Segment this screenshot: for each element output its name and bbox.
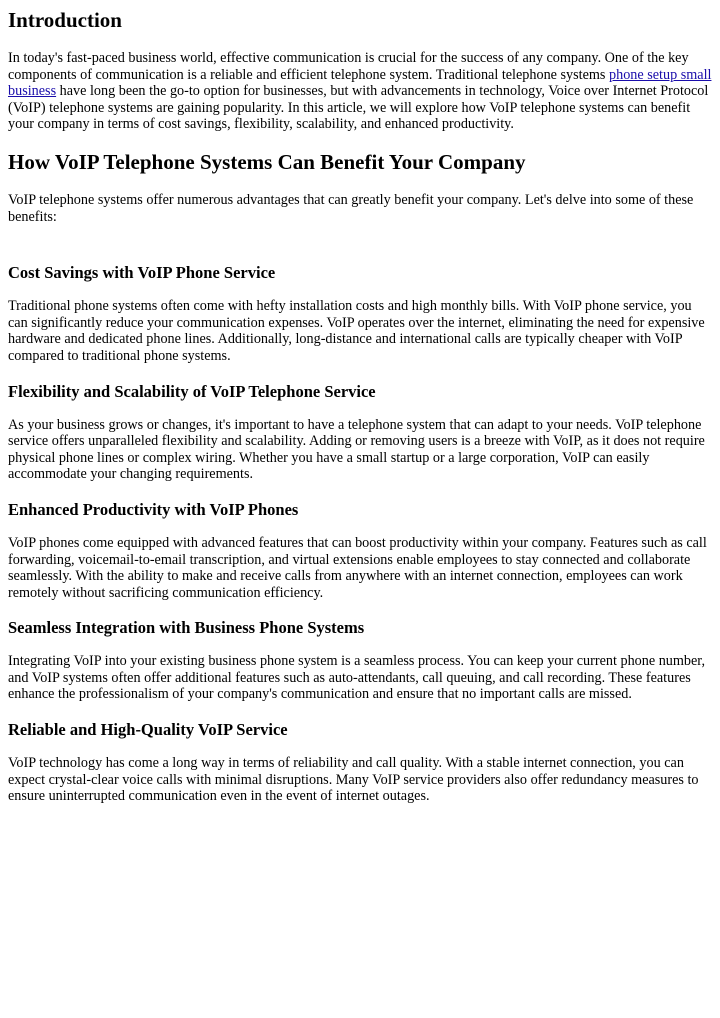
benefits-heading: How VoIP Telephone Systems Can Benefit Your Company <box>8 149 526 174</box>
intro-text-before-link: In today's fast-paced business world, effective communication is crucial for the success of any company. One of the key components of communication is a reliable and efficient telephone system. Traditional telephone systems <box>8 50 689 83</box>
section-body-productivity: VoIP phones come equipped with advanced features that can boost productivity within your company. Features such as call forwarding, voicemail-to-email transcription, and virtual extensions enable employees to stay connected and collaborate seamlessly. With the ability to make and receive calls from anywhere with an internet connection, employees can work remotely without sacrificing communication efficiency. <box>8 534 707 601</box>
section-heading-productivity: Enhanced Productivity with VoIP Phones <box>8 499 299 519</box>
section-body-cost-savings: Traditional phone systems often come with hefty installation costs and high monthly bills. With VoIP phone service, you can significantly reduce your communication expenses. VoIP operates over the internet, eliminating the need for expensive hardware and dedicated phone lines. Additionally, long-distance and international calls are typically cheaper with VoIP compared to traditional phone systems. <box>8 298 705 364</box>
intro-paragraph <box>8 50 712 133</box>
section-heading-flexibility: Flexibility and Scalability of VoIP Telephone Service <box>8 381 376 401</box>
section-body-reliability: VoIP technology has come a long way in terms of reliability and call quality. With a stable internet connection, you can expect crystal-clear voice calls with minimal disruptions. Many VoIP service providers also offer redundancy measures to ensure uninterrupted communication even in the event of internet outages. <box>8 755 699 805</box>
intro-text-after-link: have long been the go-to option for businesses, but with advancements in technology, Voice over Internet Protocol (VoIP) telephone systems are gaining popularity. In this article, we will explore how VoIP telephone systems can benefit your company in terms of cost savings, flexibility, scalability, and enhanced productivity. <box>8 83 709 133</box>
section-heading-integration: Seamless Integration with Business Phone Systems <box>8 618 365 638</box>
section-heading-cost-savings: Cost Savings with VoIP Phone Service <box>8 263 276 283</box>
intro-heading: Introduction <box>8 8 122 32</box>
section-heading-reliability: Reliable and High-Quality VoIP Service <box>8 720 288 740</box>
phone-setup-link[interactable]: phone setup small business <box>8 66 712 100</box>
section-body-flexibility: As your business grows or changes, it's important to have a telephone system that can adapt to your needs. VoIP telephone service offers unparalleled flexibility and scalability. Adding or removing users is a breeze with VoIP, as it does not require physical phone lines or complex wiring. Whether you have a small startup or a large corporation, VoIP can easily accommodate your changing requirements. <box>8 416 705 483</box>
benefits-intro-paragraph: VoIP telephone systems offer numerous advantages that can greatly benefit your company. Let's delve into some of these benefits: <box>8 191 694 225</box>
section-body-integration: Integrating VoIP into your existing business phone system is a seamless process. You can keep your current phone number, and VoIP systems often offer additional features such as auto-attendants, call queuing, and call recording. These features enhance the professionalism of your company's communication and ensure that no important calls are missed. <box>8 653 706 703</box>
